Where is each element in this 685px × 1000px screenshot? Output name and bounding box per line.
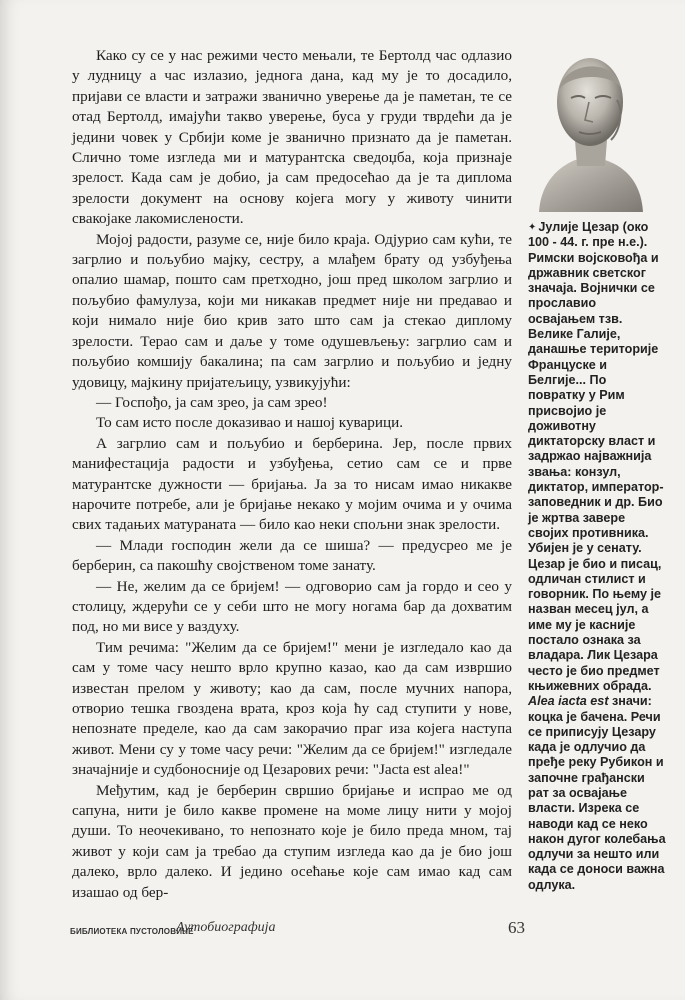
paragraph: Мојој радости, разуме се, није било краја. Одјурио сам кући, те загрлио и пољубио мајку, сестру, а млађем брату од узбуђења опалио шамар, пошто сам претходно, још пред школом загрлио и пољубио фамулуза, који ми никакав предмет није ни предавао и који нимало није био крив зато што сам ја стекао диплому зрелости. Терао сам и даље у томе одушевљењу: загрлио сам и пољубио комшију бакалина; па сам загрлио и пољубио и једну удовицу, мајкину пријатељицу, узвикујући: [72, 230, 512, 391]
paragraph: Тим речима: "Желим да се бријем!" мени је изгледало као да сам у томе часу нешто врло крупно казао, као да сам извршио известан прелом у животу; као да сам, после мучних напора, отворио тешка гвоздена врата, кроз која ћу сад ступити у нове, непознате пределе, као да сам закорачио праг иза којега наступа живот. Мени су у томе часу речи: "Желим да се бријем!" изгледале значајније и судбоносније од Цезарових речи: "Jacta est alea!" [72, 638, 512, 779]
paragraph: Како су се у нас режими често мењали, те Бертолд час одлазио у лудницу а час излазио, једнога дана, кад му је то досадило, пријави се власти и затражи званично уверење да је паметан, те се отад Бертолд, имајући такво уверење, буса у груди тврдећи да је једини човек у Србији коме је званично признато да је паметан. Слично томе изгледа ми и матурантска сведоџба, која признаје зрелост. Када сам је добио, ја сам предосећао да је та диплома зрелости документ на основу којега могу у животу чинити свакојаке лакомислености. [72, 47, 512, 228]
sidebar-quote: Alea iacta est [528, 694, 609, 709]
paragraph: Међутим, кад је берберин свршио бријање и испрао ме од сапуна, нити је било какве промене на моме лицу нити у мојој души. То неочекивано, то непознато које је било преда мном, тај живот у који сам ја требао да ступим изгледа као да је био још далеко, врло далеко. И једино осећање које сам имао кад сам изашао од бер- [72, 781, 512, 901]
series-name: ПУСТОЛОВИНЕ [129, 927, 194, 936]
paragraph: То сам исто после доказивао и нашој куварици. [96, 414, 404, 432]
main-text-column [72, 46, 512, 903]
paragraph: А загрлио сам и пољубио и берберина. Јер, после првих манифестација радости и узбуђења, сетио сам се и прве матурантске дужности — бријања. Ја за то нисам имао никакве нарочите потребе, али је бријање некако у мојим очима и у очима свих тадањих матураната — било као неки спољни знак зрелости. [72, 434, 512, 534]
paragraph: — Не, желим да се бријем! — одговорио сам ја гордо и сео у столицу, ждерући се у себи што не могу ногама бар да дохватим под, но ми висе у ваздуху. [72, 577, 512, 636]
diamond-bullet-icon: ✦ [528, 222, 537, 233]
caesar-bust-image [531, 40, 649, 212]
paragraph: — Млади господин жели да се шиша? — предусрео ме је берберин, са пакошћу својственом томе занату. [72, 536, 512, 575]
page-footer [70, 920, 550, 946]
sidebar-text: значи: коцка је бачена. Речи се приписују Цезару када је одлучио да пређе реку Рубикон и започне грађански рат за освајање власти. Изрека се наводи кад се неко након дугог колебања одлучи за нешто или када се доноси важна одлука. [528, 694, 666, 892]
paragraph: — Госпођо, ја сам зрео, ја сам зрео! [96, 393, 328, 411]
book-title: Аутобиографија [176, 920, 276, 935]
sidebar-note [528, 220, 666, 893]
sidebar-text: (око 100 - 44. г. пре н.е.). Римски војсковођа и државник светског значаја. Војнички се прославио освајањем тзв. Велике Галије, данашње територије Француске и Белгије... По повратку у Рим присвојио је доживотну диктаторску власт и задржао најважнија звања: конзул, диктатор, император-заповедник и др. Био је жртва завере својих противника. Убијен је у сенату. Цезар је био и писац, одличан стилист и говорник. По њему је назван месец јул, а име му је касније постало ознака за владара. Лик Цезара често је био предмет књижевних обрада. [528, 220, 664, 693]
page-number: 63 [508, 918, 525, 937]
series-label: БИБЛИОТЕКА ПУСТОЛОВИНЕ [70, 927, 194, 936]
sidebar-heading: Јулије Цезар [538, 220, 620, 234]
